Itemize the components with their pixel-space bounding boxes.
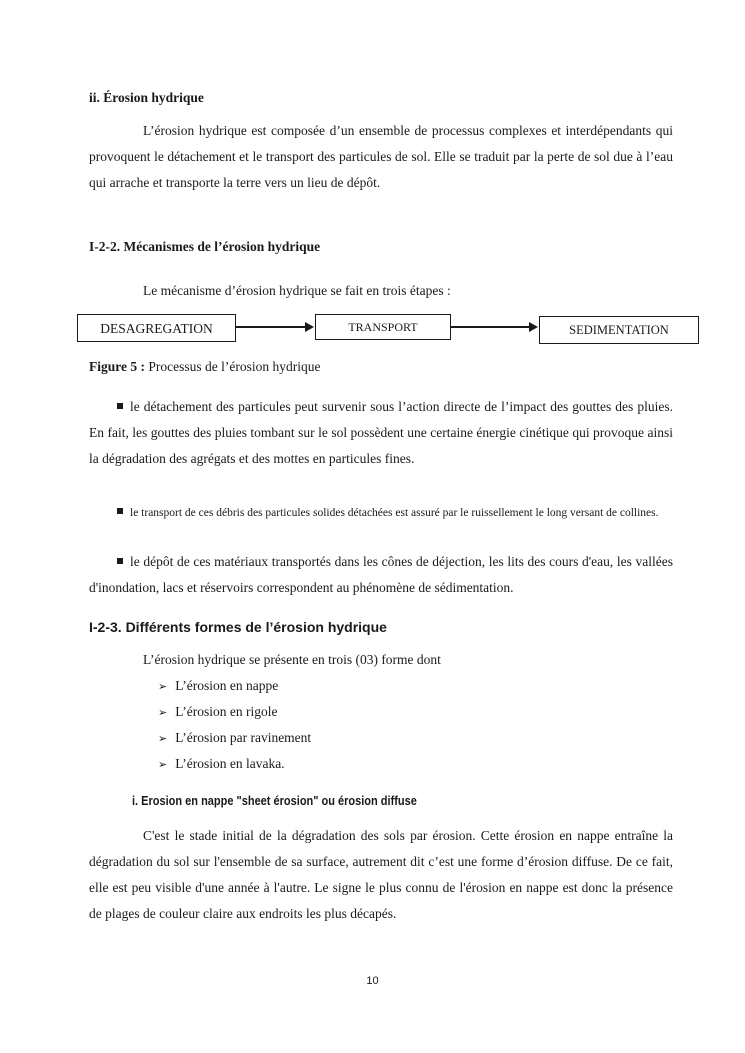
section-ii-title: ii. Érosion hydrique [89,90,204,105]
section-i23-intro: L’érosion hydrique se présente en trois (03) forme dont [143,652,441,667]
square-bullet-icon [117,508,123,514]
diagram-arrow-2 [451,326,530,328]
bullet-item-2 [89,502,673,524]
diagram-box-transport: TRANSPORT [315,314,451,340]
form-list-item [158,756,285,772]
diagram-box-sedimentation: SEDIMENTATION [539,316,699,344]
section-i22-title: I-2-2. Mécanismes de l’érosion hydrique [89,239,321,254]
figure-5-label: Figure 5 : [89,359,145,374]
form-label: L’érosion en nappe [175,678,279,693]
form-list-item [158,678,278,694]
diagram-box-desagregation: DESAGREGATION [77,314,236,342]
arrow-bullet-icon: ➢ [158,680,168,693]
form-label: L’érosion en rigole [175,704,278,719]
square-bullet-icon [117,403,123,409]
bullet-text-2: le transport de ces débris des particules solides détachées est assuré par le ruissellement le long versant de collines. [130,507,659,519]
arrow-bullet-icon: ➢ [158,706,168,719]
square-bullet-icon [117,558,123,564]
form-list-item [158,730,311,746]
arrow-bullet-icon: ➢ [158,732,168,745]
section-i-paragraph: C'est le stade initial de la dégradation des sols par érosion. Cette érosion en nappe entraîne la dégradation du sol sur l'ensemble de sa surface, autrement dit c’est une forme d’érosion diffuse. De ce fait, elle est peu visible d'une année à l'autre. Le signe le plus connu de l'érosion en nappe est donc la présence de plages de couleur claire aux endroits les plus décapés. [89,828,673,921]
figure-5-caption [89,359,320,375]
page-number: 10 [366,975,379,987]
arrow-right-icon [529,322,538,332]
diagram-arrow-1 [236,326,306,328]
bullet-text-3: le dépôt de ces matériaux transportés dans les cônes de déjection, les lits des cours d'eau, les vallées d'inondation, lacs et réservoirs correspondent au phénomène de sédimentation. [89,554,673,595]
section-i23-title: I-2-3. Différents formes de l’érosion hydrique [89,619,387,635]
bullet-item-1 [89,394,673,472]
section-ii-paragraph: L’érosion hydrique est composée d’un ensemble de processus complexes et interdépendants qui provoquent le détachement et le transport des particules de sol. Elle se traduit par la perte de sol due à l’eau qui arrache et transporte la terre vers un lieu de dépôt. [89,123,673,190]
arrow-bullet-icon: ➢ [158,758,168,771]
arrow-right-icon [305,322,314,332]
section-i22-intro: Le mécanisme d’érosion hydrique se fait en trois étapes : [143,283,451,298]
form-label: L’érosion en lavaka. [175,756,285,771]
form-list-item [158,704,277,720]
bullet-text-1: le détachement des particules peut survenir sous l’action directe de l’impact des gouttes des pluies. En fait, les gouttes des pluies tombant sur le sol possèdent une certaine énergie cinétique qui provoque ainsi la dégradation des agrégats et des mottes en particules fines. [89,399,673,466]
form-label: L’érosion par ravinement [175,730,312,745]
bullet-item-3 [89,549,673,601]
figure-5-caption-text: Processus de l’érosion hydrique [145,359,321,374]
section-i-title: i. Erosion en nappe "sheet érosion" ou érosion diffuse [132,794,417,808]
